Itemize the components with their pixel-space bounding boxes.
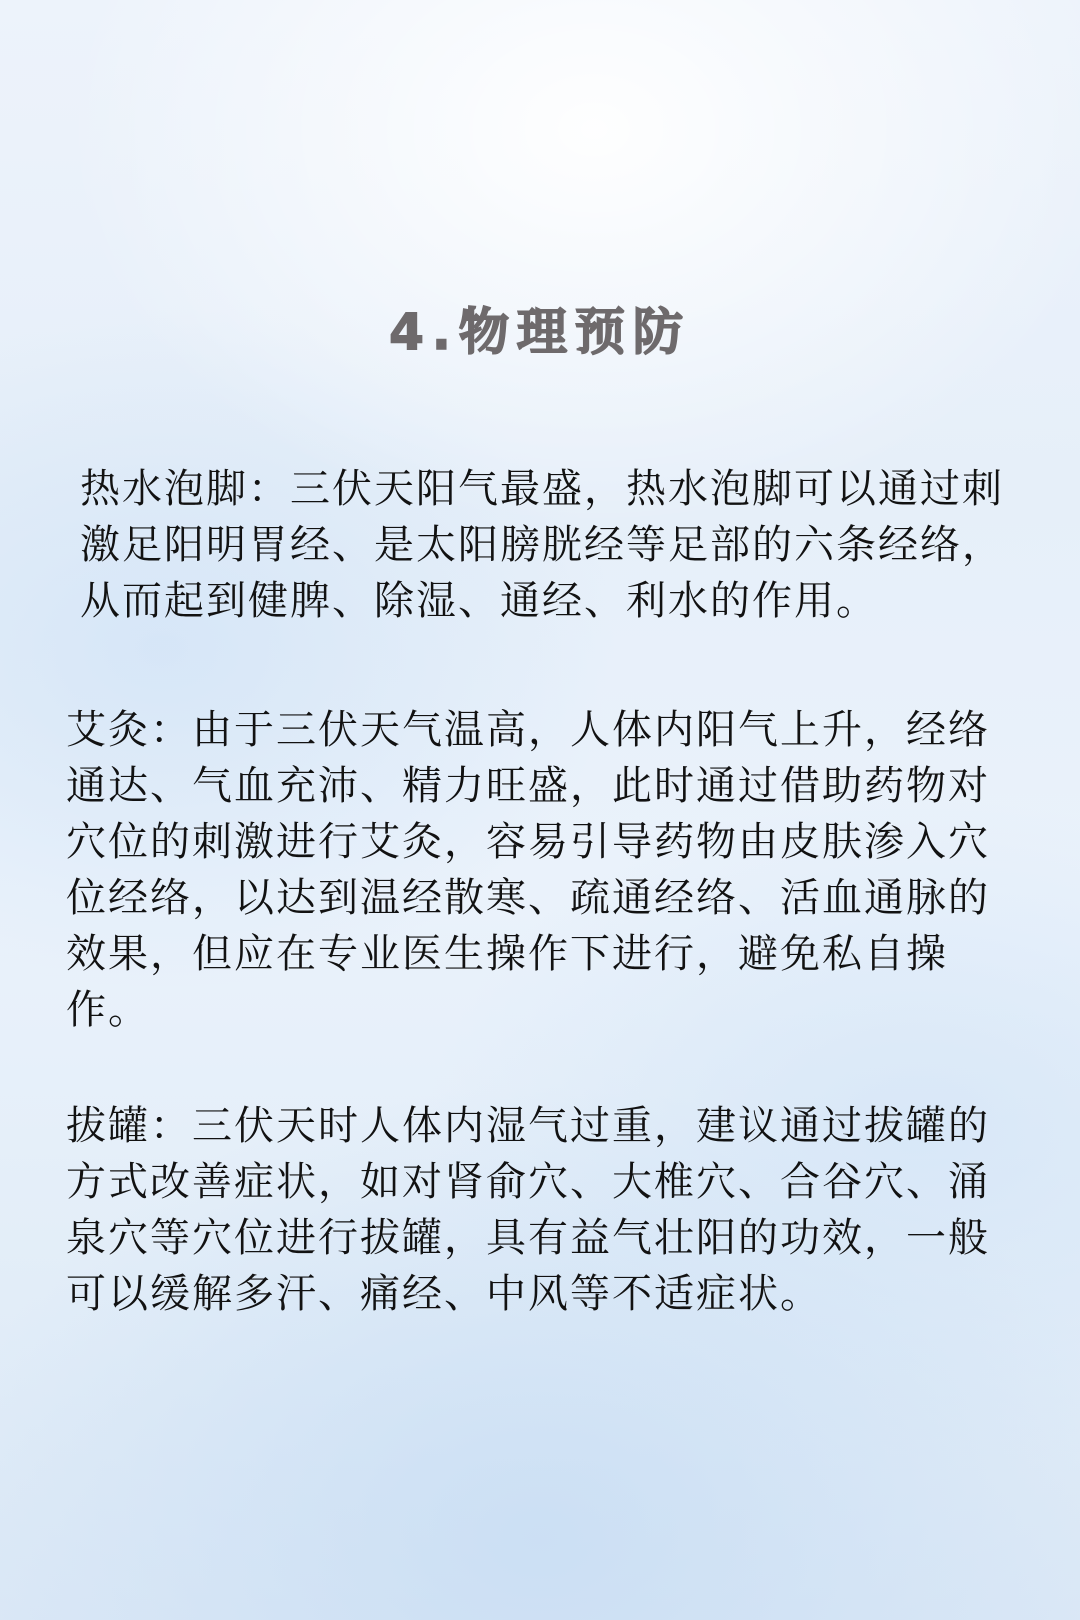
paragraph-moxibustion: 艾灸：由于三伏天气温高，人体内阳气上升，经络通达、气血充沛、精力旺盛，此时通过借助药物对穴位的刺激进行艾灸，容易引导药物由皮肤渗入穴位经络，以达到温经散寒、疏通经络、活血通脉的效果，但应在专业医生操作下进行，避免私自操作。 bbox=[66, 707, 990, 1033]
paragraph-cupping: 拔罐：三伏天时人体内湿气过重，建议通过拔罐的方式改善症状，如对肾俞穴、大椎穴、合谷穴、涌泉穴等穴位进行拔罐，具有益气壮阳的功效，一般可以缓解多汗、痛经、中风等不适症状。 bbox=[66, 1103, 990, 1317]
page-title: 4.物理预防 bbox=[389, 303, 691, 361]
paragraph-hot-water-foot-soak: 热水泡脚：三伏天阳气最盛，热水泡脚可以通过刺激足阳明胃经、是太阳膀胱经等足部的六条经络，从而起到健脾、除湿、通经、利水的作用。 bbox=[80, 466, 1004, 624]
